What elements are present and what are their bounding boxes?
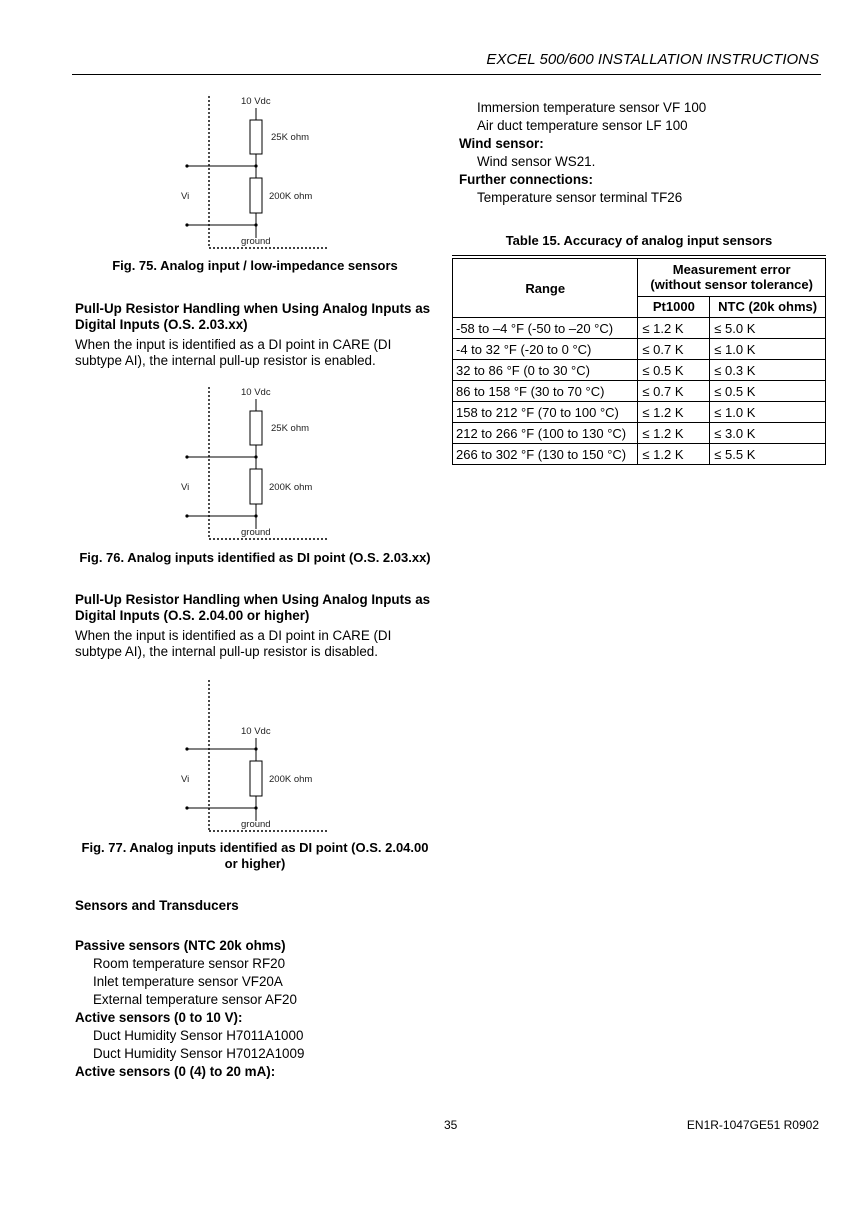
cell-range: 32 to 86 °F (0 to 30 °C) <box>453 360 638 381</box>
fig76-supply-label: 10 Vdc <box>241 387 271 398</box>
cell-ntc: ≤ 1.0 K <box>710 402 826 423</box>
header-rule <box>72 74 821 75</box>
page-number: 35 <box>444 1118 458 1132</box>
wind-sensor-heading: Wind sensor: <box>459 136 544 151</box>
list-item: Duct Humidity Sensor H7012A1009 <box>93 1046 305 1061</box>
list-item: Air duct temperature sensor LF 100 <box>477 118 688 133</box>
fig76-vi-label: Vi <box>181 482 190 493</box>
cell-range: 266 to 302 °F (130 to 150 °C) <box>453 444 638 465</box>
fig76-caption: Fig. 76. Analog inputs identified as DI point (O.S. 2.03.xx) <box>79 550 431 565</box>
fig75-r2-label: 200K ohm <box>269 191 313 202</box>
section2-text: When the input is identified as a DI point in CARE (DI subtype AI), the internal pull-up resistor is disabled. <box>75 628 392 659</box>
cell-pt1000: ≤ 0.5 K <box>638 360 710 381</box>
active-voltage-sensors-heading: Active sensors (0 to 10 V): <box>75 1010 243 1025</box>
cell-ntc: ≤ 5.5 K <box>710 444 826 465</box>
fig77-vi-label: Vi <box>181 774 190 785</box>
cell-range: -58 to –4 °F (-50 to –20 °C) <box>453 318 638 339</box>
list-item: Duct Humidity Sensor H7011A1000 <box>93 1028 304 1043</box>
cell-pt1000: ≤ 1.2 K <box>638 318 710 339</box>
fig75-ground-label: ground <box>241 236 271 247</box>
fig77-r2-label: 200K ohm <box>269 774 313 785</box>
fig75-vi-label: Vi <box>181 191 190 202</box>
cell-pt1000: ≤ 1.2 K <box>638 423 710 444</box>
column-header-ntc: NTC (20k ohms) <box>710 296 826 317</box>
resistor-200k <box>250 469 262 504</box>
table-row <box>453 402 826 423</box>
sensor-list-right <box>459 99 829 207</box>
fig76-r1-label: 25K ohm <box>271 423 310 434</box>
fig77-circuit-diagram <box>170 676 340 836</box>
table-row <box>453 339 826 360</box>
fig77-supply-label: 10 Vdc <box>241 726 271 737</box>
cell-range: 158 to 212 °F (70 to 100 °C) <box>453 402 638 423</box>
cell-pt1000: ≤ 1.2 K <box>638 444 710 465</box>
fig76-r2-label: 200K ohm <box>269 482 313 493</box>
sensors-heading: Sensors and Transducers <box>75 898 239 913</box>
sensor-list-left <box>75 937 435 1081</box>
cell-ntc: ≤ 3.0 K <box>710 423 826 444</box>
cell-pt1000: ≤ 0.7 K <box>638 339 710 360</box>
table-row <box>453 381 826 402</box>
document-id: EN1R-1047GE51 R0902 <box>686 1118 819 1132</box>
fig77-caption: Fig. 77. Analog inputs identified as DI point (O.S. 2.04.00 or higher) <box>81 840 429 871</box>
fig76-circuit-diagram <box>170 383 340 543</box>
list-item: Wind sensor WS21. <box>477 154 596 169</box>
table15-top-rule <box>452 255 826 256</box>
cell-range: 86 to 158 °F (30 to 70 °C) <box>453 381 638 402</box>
fig75-caption: Fig. 75. Analog input / low-impedance sensors <box>112 258 398 273</box>
cell-ntc: ≤ 0.5 K <box>710 381 826 402</box>
resistor-25k <box>250 411 262 445</box>
table-row <box>453 423 826 444</box>
table15-title: Table 15. Accuracy of analog input sensors <box>505 233 773 248</box>
cell-ntc: ≤ 1.0 K <box>710 339 826 360</box>
list-item: Room temperature sensor RF20 <box>93 956 286 971</box>
fig77-ground-label: ground <box>241 819 271 830</box>
accuracy-table <box>452 258 826 465</box>
cell-pt1000: ≤ 0.7 K <box>638 381 710 402</box>
fig75-circuit-diagram <box>170 92 340 252</box>
list-item: External temperature sensor AF20 <box>93 992 297 1007</box>
page-header-title: EXCEL 500/600 INSTALLATION INSTRUCTIONS <box>486 51 819 68</box>
list-item: Temperature sensor terminal TF26 <box>477 190 683 205</box>
column-header-pt1000: Pt1000 <box>638 296 710 317</box>
fig75-r1-label: 25K ohm <box>271 132 310 143</box>
active-current-sensors-heading: Active sensors (0 (4) to 20 mA): <box>75 1064 276 1079</box>
cell-ntc: ≤ 0.3 K <box>710 360 826 381</box>
cell-range: -4 to 32 °F (-20 to 0 °C) <box>453 339 638 360</box>
passive-sensors-heading: Passive sensors (NTC 20k ohms) <box>75 938 286 953</box>
table-header-row <box>453 259 826 297</box>
resistor-25k <box>250 120 262 154</box>
fig75-supply-label: 10 Vdc <box>241 96 271 107</box>
section2-heading: Pull-Up Resistor Handling when Using Analog Inputs as Digital Inputs (O.S. 2.04.00 or higher) <box>75 592 431 623</box>
list-item: Inlet temperature sensor VF20A <box>93 974 283 989</box>
column-header-range: Range <box>453 259 638 318</box>
further-connections-heading: Further connections: <box>459 172 593 187</box>
table-row <box>453 360 826 381</box>
list-item: Immersion temperature sensor VF 100 <box>477 100 707 115</box>
section1-text: When the input is identified as a DI point in CARE (DI subtype AI), the internal pull-up resistor is enabled. <box>75 337 392 368</box>
cell-range: 212 to 266 °F (100 to 130 °C) <box>453 423 638 444</box>
resistor-200k <box>250 761 262 796</box>
table-row <box>453 318 826 339</box>
cell-pt1000: ≤ 1.2 K <box>638 402 710 423</box>
fig76-ground-label: ground <box>241 527 271 538</box>
section1-heading: Pull-Up Resistor Handling when Using Analog Inputs as Digital Inputs (O.S. 2.03.xx) <box>75 301 431 332</box>
table-row <box>453 444 826 465</box>
resistor-200k <box>250 178 262 213</box>
column-header-measurement-error: Measurement error (without sensor tolerance) <box>638 259 826 297</box>
cell-ntc: ≤ 5.0 K <box>710 318 826 339</box>
